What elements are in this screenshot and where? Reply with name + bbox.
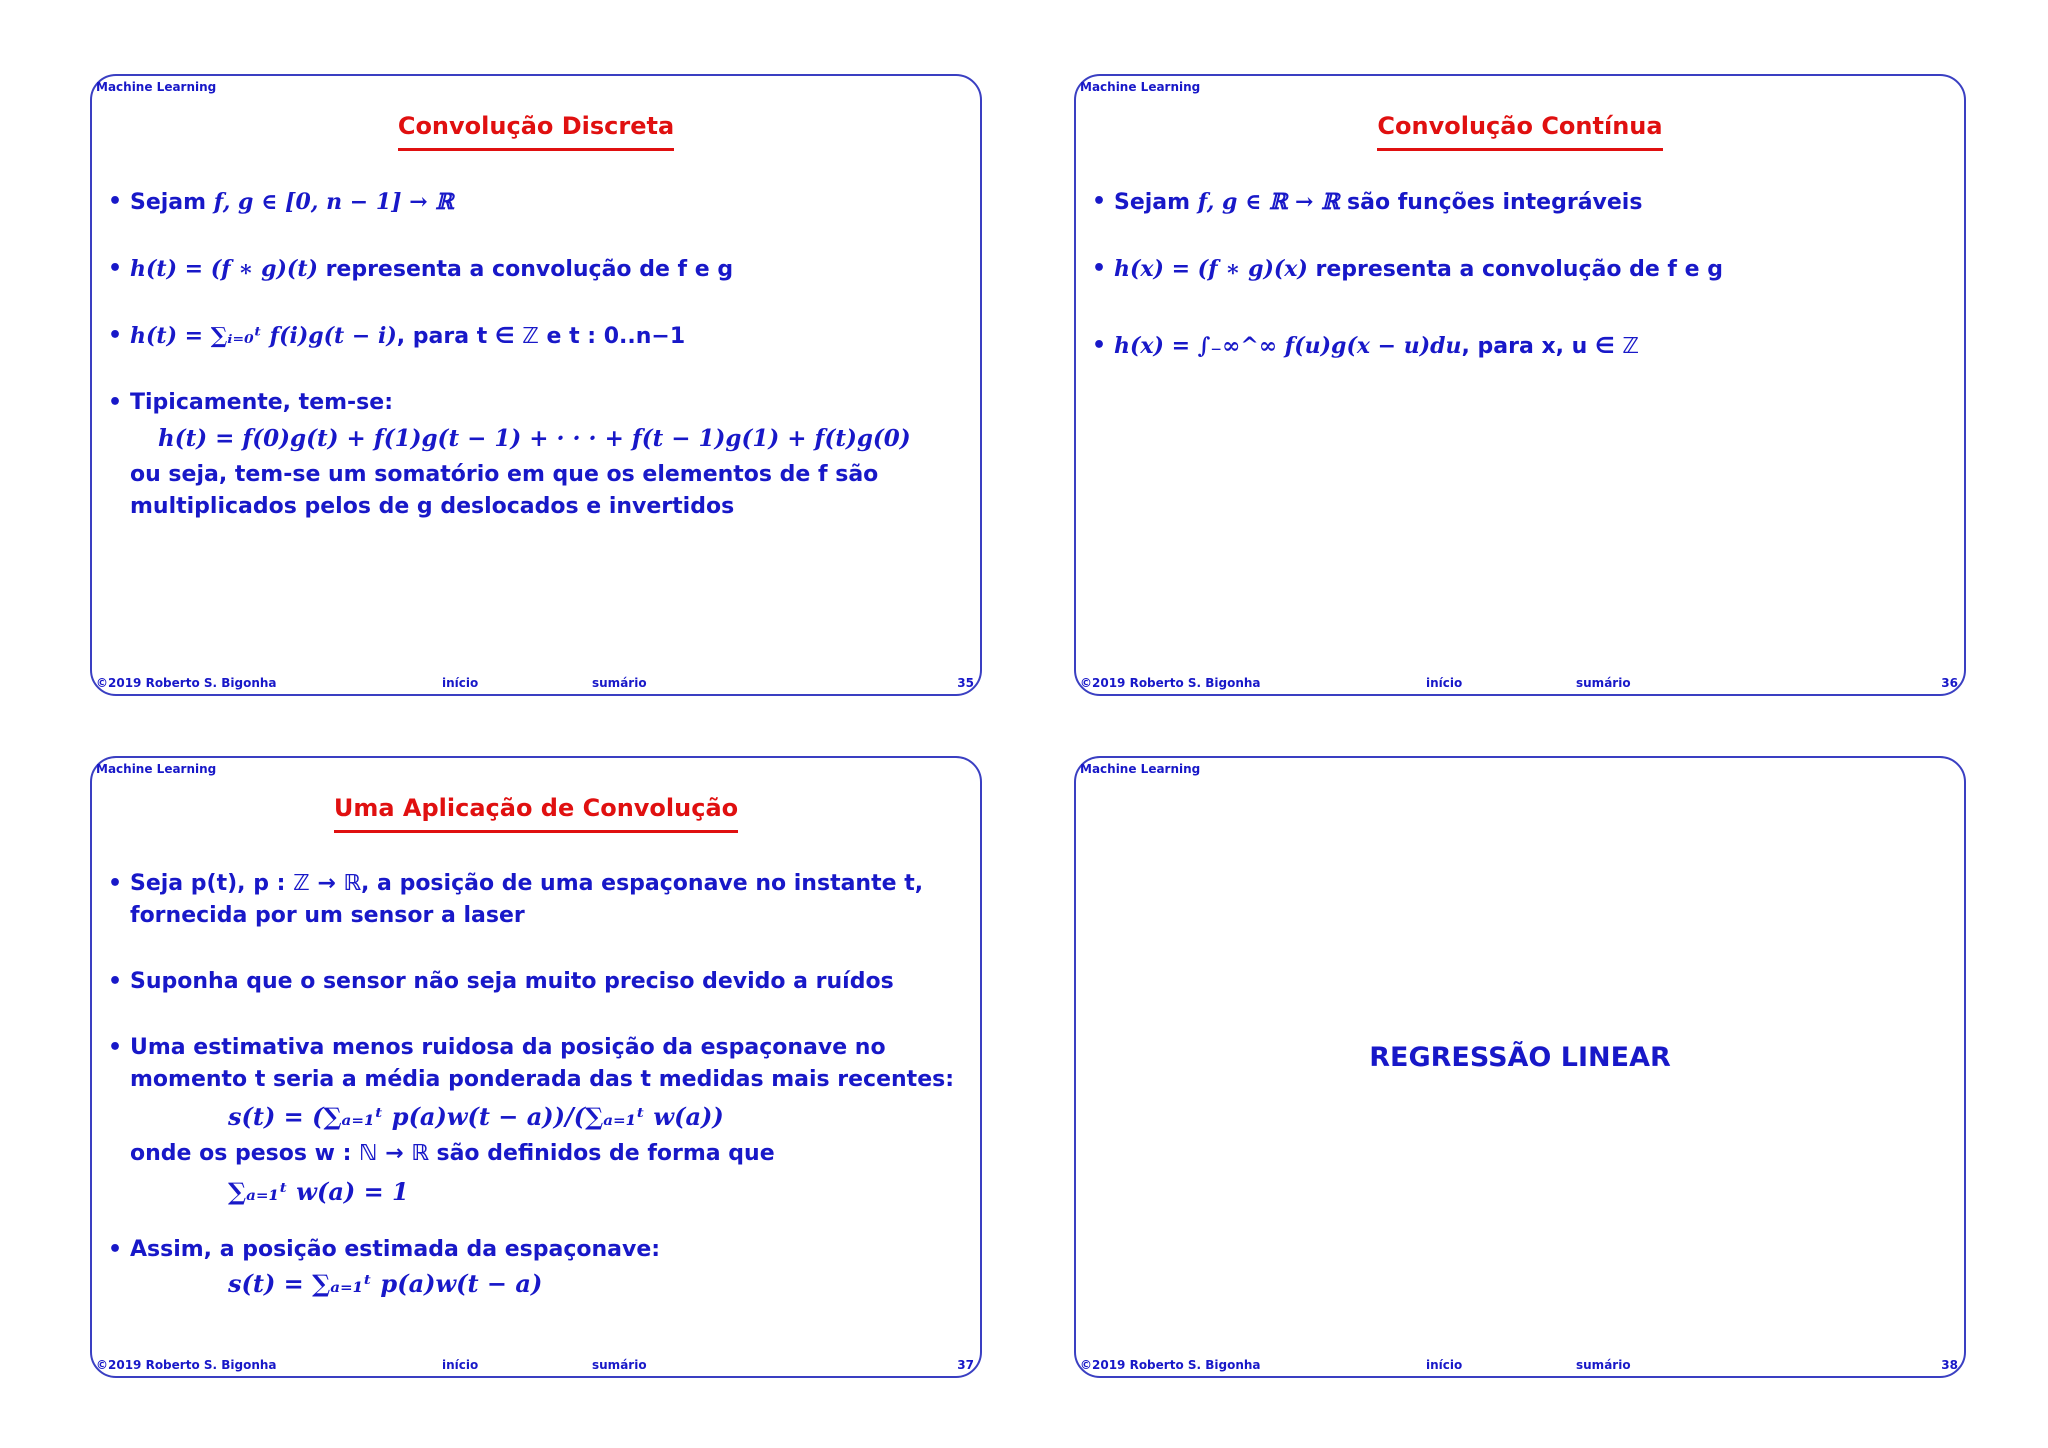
bullet-item: • h(t) = (f ∗ g)(t) representa a convolução de f e g — [108, 253, 970, 286]
bullet-item: • Sejam f, g ∈ ℝ → ℝ são funções integráveis — [1092, 186, 1954, 219]
slide-35 — [90, 74, 982, 696]
slide-footer — [96, 674, 976, 690]
bullet-item: • Uma estimativa menos ruidosa da posição da espaçonave no momento t seria a média ponderada das t medidas mais recentes: — [108, 1032, 970, 1096]
slide-title: Convolução Discreta — [398, 112, 674, 151]
bullet-icon: • — [108, 390, 123, 415]
bullet-item: • h(x) = ∫₋∞^∞ f(u)g(x − u)du, para x, u ∈ ℤ — [1092, 320, 1954, 373]
bullet-item: • Tipicamente, tem-se: — [108, 387, 970, 419]
slide-38 — [1074, 756, 1966, 1378]
copyright: ©2019 Roberto S. Bigonha — [1080, 676, 1261, 690]
page-number: 36 — [1941, 676, 1958, 690]
paragraph-line: onde os pesos w : ℕ → ℝ são definidos de forma que — [130, 1141, 775, 1166]
page-number: 35 — [957, 676, 974, 690]
slide-footer — [96, 1356, 976, 1372]
slide-header: Machine Learning — [96, 762, 217, 776]
summary-link[interactable]: sumário — [592, 1358, 647, 1372]
bullet-item: • Suponha que o sensor não seja muito preciso devido a ruídos — [108, 966, 970, 998]
copyright: ©2019 Roberto S. Bigonha — [96, 676, 277, 690]
bullet-icon: • — [108, 871, 123, 896]
bullet-icon: • — [1092, 333, 1107, 358]
formula: s(t) = (∑ₐ₌₁ᵗ p(a)w(t − a))/(∑ₐ₌₁ᵗ w(a)) — [228, 1102, 724, 1131]
copyright: ©2019 Roberto S. Bigonha — [96, 1358, 277, 1372]
start-link[interactable]: início — [1426, 1358, 1463, 1372]
slide-header: Machine Learning — [96, 80, 217, 94]
copyright: ©2019 Roberto S. Bigonha — [1080, 1358, 1261, 1372]
bullet-icon: • — [108, 323, 123, 348]
bullet-icon: • — [1092, 189, 1107, 214]
slide-title: Convolução Contínua — [1377, 112, 1662, 151]
formula: s(t) = ∑ₐ₌₁ᵗ p(a)w(t − a) — [228, 1269, 543, 1298]
bullet-item: • h(t) = ∑ᵢ₌₀ᵗ f(i)g(t − i), para t ∈ ℤ e t : 0..n−1 — [108, 320, 970, 353]
paragraph-line: multiplicados pelos de g deslocados e invertidos — [130, 494, 735, 519]
slide-footer — [1080, 1356, 1960, 1372]
slide-37 — [90, 756, 982, 1378]
slide-body — [108, 868, 970, 1302]
paragraph-line: ou seja, tem-se um somatório em que os elementos de f são — [130, 462, 879, 487]
bullet-item: • h(x) = (f ∗ g)(x) representa a convolução de f e g — [1092, 253, 1954, 286]
slide-body — [1092, 186, 1954, 407]
bullet-icon: • — [108, 969, 123, 994]
bullet-icon: • — [108, 189, 123, 214]
page-number: 37 — [957, 1358, 974, 1372]
slide-header: Machine Learning — [1080, 762, 1201, 776]
bullet-icon: • — [108, 1035, 123, 1060]
bullet-item: • Assim, a posição estimada da espaçonave: — [108, 1234, 970, 1266]
page-number: 38 — [1941, 1358, 1958, 1372]
bullet-icon: • — [108, 1237, 123, 1262]
slide-36 — [1074, 74, 1966, 696]
slide-footer — [1080, 674, 1960, 690]
formula: ∑ₐ₌₁ᵗ w(a) = 1 — [228, 1177, 409, 1206]
section-title: REGRESSÃO LINEAR — [1369, 1042, 1671, 1073]
summary-link[interactable]: sumário — [1576, 1358, 1631, 1372]
bullet-icon: • — [108, 256, 123, 281]
summary-link[interactable]: sumário — [1576, 676, 1631, 690]
start-link[interactable]: início — [442, 676, 479, 690]
slide-header: Machine Learning — [1080, 80, 1201, 94]
bullet-item: • Seja p(t), p : ℤ → ℝ, a posição de uma espaçonave no instante t, fornecida por um sensor a laser — [108, 868, 970, 932]
bullet-icon: • — [1092, 256, 1107, 281]
start-link[interactable]: início — [442, 1358, 479, 1372]
slide-body — [108, 186, 970, 523]
start-link[interactable]: início — [1426, 676, 1463, 690]
slide-title: Uma Aplicação de Convolução — [334, 794, 738, 833]
bullet-item: • Sejam f, g ∈ [0, n − 1] → ℝ — [108, 186, 970, 219]
summary-link[interactable]: sumário — [592, 676, 647, 690]
formula: h(t) = f(0)g(t) + f(1)g(t − 1) + · · · + f(t − 1)g(1) + f(t)g(0) — [158, 425, 911, 452]
